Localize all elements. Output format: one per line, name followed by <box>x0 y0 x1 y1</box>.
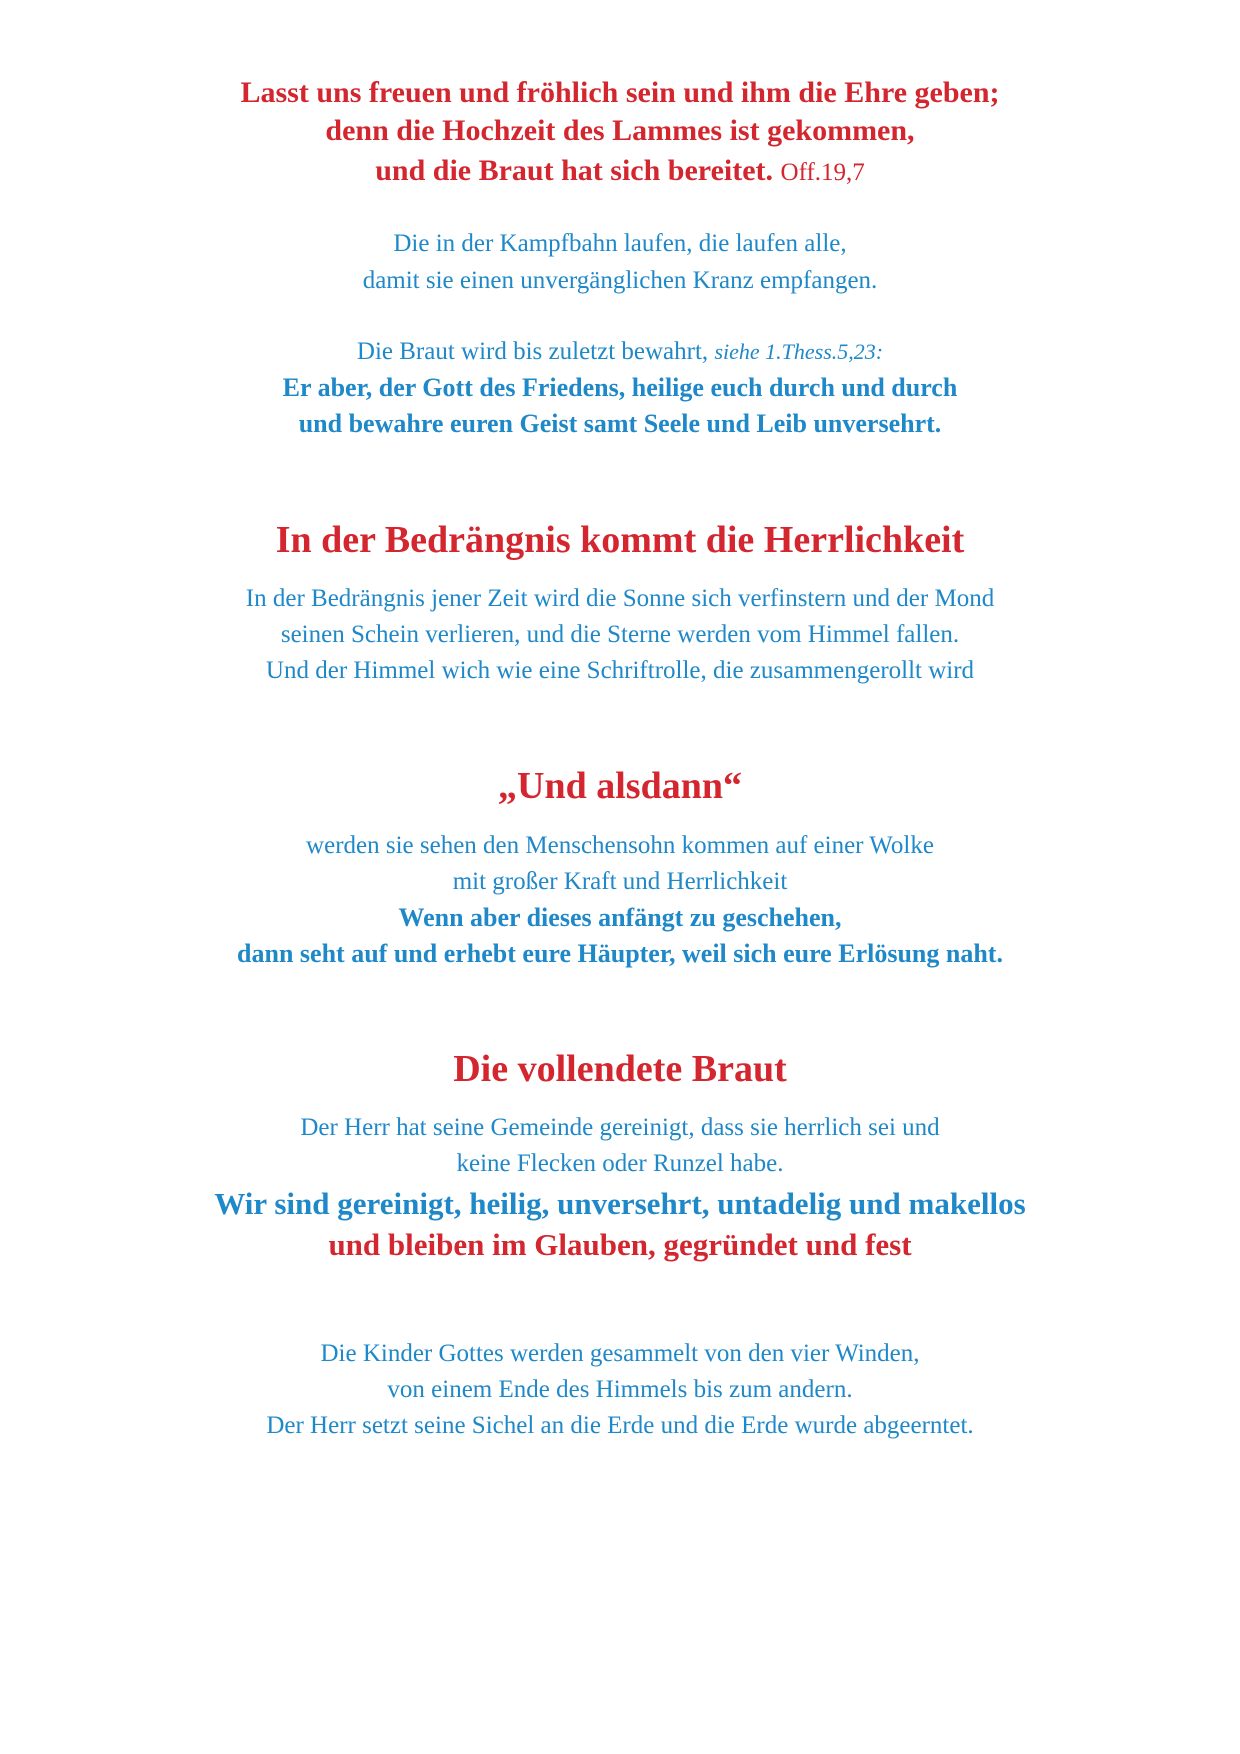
preserved-line-1 <box>0 339 1240 364</box>
then-line-2: mit großer Kraft und Herrlichkeit <box>452 868 788 895</box>
intro-reference: Off.19,7 <box>780 159 865 186</box>
then-line-4: dann seht auf und erhebt eure Häupter, weil sich eure Erlösung naht. <box>237 939 1003 968</box>
tribulation-line-3: Und der Himmel wich wie eine Schriftrolle, die zusammengerollt wird <box>265 657 975 684</box>
then-line-3: Wenn aber dieses anfängt zu geschehen, <box>398 903 842 932</box>
bride-line-3: Wir sind gereinigt, heilig, unversehrt, untadelig und makellos <box>214 1186 1026 1221</box>
preserved-line-2: Er aber, der Gott des Friedens, heilige euch durch und durch <box>282 373 958 402</box>
intro-line-1: Lasst uns freuen und fröhlich sein und ihm die Ehre geben; <box>240 76 1000 109</box>
tribulation-line-2: seinen Schein verlieren, und die Sterne werden vom Himmel fallen. <box>280 621 960 648</box>
preserved-line-3: und bewahre euren Geist samt Seele und Leib unversehrt. <box>298 409 942 438</box>
gathering-line-1: Die Kinder Gottes werden gesammelt von den vier Winden, <box>320 1340 920 1367</box>
race-line-2: damit sie einen unvergänglichen Kranz empfangen. <box>362 267 878 294</box>
gathering-line-2: von einem Ende des Himmels bis zum andern. <box>387 1376 853 1403</box>
bride-line-4: und bleiben im Glauben, gegründet und fest <box>328 1227 912 1262</box>
tribulation-line-1: In der Bedrängnis jener Zeit wird die Sonne sich verfinstern und der Mond <box>245 585 995 612</box>
then-line-1: werden sie sehen den Menschensohn kommen auf einer Wolke <box>306 832 934 859</box>
preserved-reference: siehe 1.Thess.5,23: <box>714 339 884 364</box>
bride-heading: Die vollendete Braut <box>453 1048 787 1090</box>
gathering-line-3: Der Herr setzt seine Sichel an die Erde und die Erde wurde abgeerntet. <box>266 1412 974 1439</box>
intro-line-2: denn die Hochzeit des Lammes ist gekommen, <box>325 114 915 147</box>
intro-line-3-text: und die Braut hat sich bereitet. <box>375 154 774 187</box>
bride-line-1: Der Herr hat seine Gemeinde gereinigt, dass sie herrlich sei und <box>300 1114 940 1141</box>
tribulation-heading: In der Bedrängnis kommt die Herrlichkeit <box>275 519 965 561</box>
preserved-line-1-text: Die Braut wird bis zuletzt bewahrt, <box>356 338 709 365</box>
intro-line-3 <box>0 156 1240 186</box>
bride-line-2: keine Flecken oder Runzel habe. <box>456 1150 784 1177</box>
then-heading: „Und alsdann“ <box>498 765 742 807</box>
race-line-1: Die in der Kampfbahn laufen, die laufen alle, <box>393 230 847 257</box>
